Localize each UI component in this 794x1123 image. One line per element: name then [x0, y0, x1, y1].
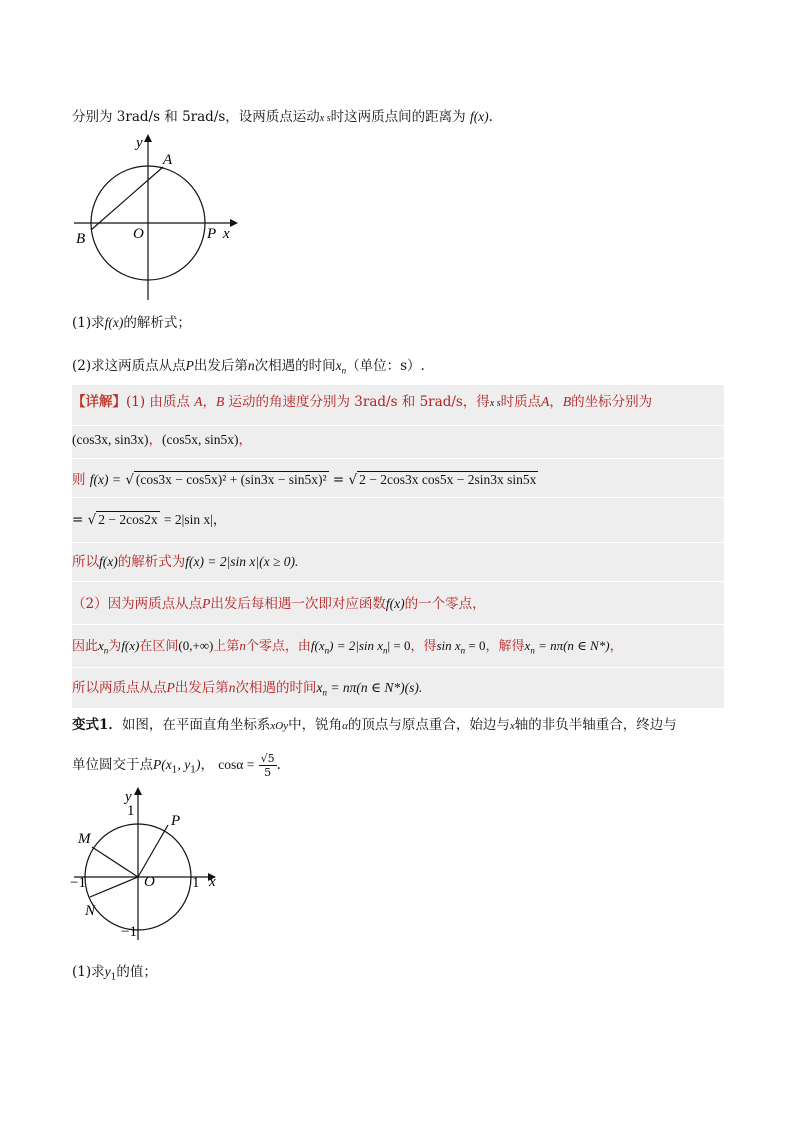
- sol-l7-eq1-sub: n: [324, 645, 330, 656]
- variant-l2-p2: , y: [177, 757, 191, 772]
- sol-l2-end: ，: [238, 432, 252, 448]
- sol-l8-b: 出发后第: [174, 680, 229, 696]
- sol-l4-eq: =: [72, 512, 84, 528]
- label-x: x: [223, 226, 230, 242]
- sol-l1-d: 的坐标分别为: [571, 394, 653, 410]
- x-axis-arrow-icon: [230, 219, 238, 227]
- sol-l7-sub: n: [103, 645, 109, 656]
- sol-l5-eq: f(x) = 2|sin x|(x ≥ 0).: [185, 554, 299, 569]
- q3-text: (1)求: [72, 964, 105, 980]
- sol-l8-eq-sub: n: [322, 687, 327, 698]
- sol-l7-eq3-sub: n: [530, 645, 535, 656]
- solution-line-7: [72, 636, 623, 661]
- sol-l2-sep: ，: [148, 432, 162, 448]
- q2-text: (2)求这两质点从点: [72, 358, 186, 374]
- label-p: P: [207, 226, 217, 242]
- sol-l1-comma: ，: [202, 394, 216, 410]
- sol-l7-a: 因此: [72, 639, 99, 654]
- sol-l8-eq: x: [316, 680, 323, 695]
- sol-l7-f2: ，得: [410, 639, 437, 654]
- q1-fx: f(x): [104, 315, 124, 330]
- variant-l2-p3: ): [195, 757, 201, 772]
- sol-l8-c: 次相遇的时间: [235, 680, 317, 696]
- sol-l3-expr2: 2 − 2cos3x cos5x − 2sin3x sin5x: [359, 472, 537, 487]
- q3-sub: 1: [110, 972, 117, 983]
- intro-text-b: 时这两质点间的距离为: [330, 109, 466, 125]
- ray-on: [90, 877, 138, 897]
- sol-l7-eq1b: ) = 2|sin x: [329, 638, 384, 653]
- q3-y: y: [104, 964, 111, 979]
- sol-l7-eq3: x: [524, 638, 531, 653]
- sol-l3-eq: =: [332, 472, 345, 488]
- sol-l3-prefix: 则: [72, 472, 86, 488]
- q2-n: n: [247, 358, 255, 373]
- sol-l7-h: ，: [609, 639, 623, 654]
- label-x: x: [209, 874, 216, 890]
- sol-l7-eq2-sub: n: [460, 645, 466, 656]
- fraction-numerator: √5: [260, 752, 275, 765]
- solution-line-3: 则 f(x) = √ (cos3x − cos5x)² + (sin3x − sin5x)² = √ 2 − 2cos3x cos5x − 2sin3x sin5x: [72, 472, 537, 488]
- q2-mid: 出发后第: [193, 358, 248, 374]
- figure-circle-ab: [70, 130, 250, 305]
- sol-l1-A2: A: [541, 394, 550, 409]
- sol-l5-a: 所以: [72, 554, 99, 570]
- sol-l1-c: 时质点: [500, 394, 542, 410]
- figure-unit-circle-pmn: [70, 785, 230, 945]
- variant-l1-a: 如图，在平面直角坐标系: [121, 717, 271, 733]
- variant-l2-a: 单位圆交于点: [72, 757, 153, 773]
- sol-l1-B2: B: [562, 394, 572, 409]
- sol-l7-eq3b: = nπ(n ∈ N*): [534, 638, 610, 653]
- variant-l1-alpha: α: [342, 720, 348, 732]
- sol-l3-expr1: (cos3x − cos5x)² + (sin3x − sin5x)²: [135, 472, 327, 487]
- q2-sub: n: [341, 365, 347, 376]
- q2-mid2: 次相遇的时间: [254, 358, 336, 374]
- sol-l6-a: （2）因为两质点从点: [72, 596, 203, 612]
- y-axis-arrow-icon: [134, 787, 142, 795]
- q2-p: P: [185, 358, 194, 373]
- variant-l1-d: 轴的非负半轴重合，终边与: [514, 717, 677, 733]
- sol-l8-p: P: [166, 680, 175, 695]
- solution-line-1: [72, 392, 652, 414]
- solution-line-8: [72, 678, 422, 703]
- label-p: P: [171, 813, 181, 829]
- sol-l6-p: P: [202, 596, 211, 611]
- sol-l7-b: 为: [108, 639, 122, 654]
- intro-text-a: 分别为 3rad/s 和 5rad/s，设两质点运动: [72, 109, 320, 125]
- sol-l7-d: 上第: [213, 639, 240, 654]
- variant-l1-xoy: xOy: [270, 720, 289, 732]
- q2-xn: x: [335, 358, 342, 373]
- variant-l2-cos: cosα =: [218, 757, 255, 772]
- variant-line-2: 单位圆交于点$P(x_1$, $y_1$)， cosα = $\frac{√5}{5}$ .: [72, 752, 281, 779]
- q1-tail: 的解析式；: [123, 315, 191, 331]
- solution-tag: 【详解】: [72, 394, 126, 410]
- variant-label: 变式1．: [72, 717, 122, 733]
- sol-l7-eq2b: = 0: [465, 638, 486, 653]
- label-one-right: 1: [192, 875, 200, 891]
- intro-end: .: [488, 109, 493, 125]
- sol-l7-xn: x: [98, 638, 104, 653]
- label-m: M: [78, 831, 91, 847]
- question-1: [72, 313, 191, 333]
- q1-text: (1)求: [72, 315, 105, 331]
- intro-line: [72, 107, 493, 129]
- sol-l5-f: f(x): [99, 554, 118, 569]
- sol-l7-eq1: f(x: [310, 638, 325, 653]
- sol-l3-f: f(x) =: [89, 472, 122, 487]
- ray-om: [92, 847, 138, 877]
- sol-l7-g: ，解得: [485, 639, 525, 654]
- variant-line-1: [72, 715, 677, 736]
- variant-l1-x: x: [509, 720, 515, 732]
- solution-line-5: [72, 552, 298, 572]
- q2-tail: （单位：s）.: [346, 358, 425, 374]
- sol-l1-A: A: [194, 394, 203, 409]
- solution-line-4: = √ 2 − 2cos2x = 2|sin x|，: [72, 512, 227, 528]
- question-2: [72, 356, 425, 381]
- sol-l7-n2: n: [239, 638, 246, 653]
- label-neg1-bottom: −1: [121, 924, 137, 940]
- sol-l7-int: (0,+∞): [178, 638, 214, 653]
- sol-l7-f: f(x): [121, 638, 140, 653]
- label-one-top: 1: [127, 803, 135, 819]
- sol-l5-b: 的解析式为: [117, 554, 186, 570]
- label-y: y: [125, 789, 132, 805]
- label-neg1-left: −1: [70, 875, 86, 891]
- segment-ab: [91, 167, 163, 230]
- sol-l7-e: 个零点，由: [245, 639, 311, 654]
- sol-l8-a: 所以两质点从点: [72, 680, 167, 696]
- sol-l6-c: 的一个零点，: [404, 596, 486, 612]
- intro-fx: f(x): [469, 109, 489, 124]
- sol-l1-comma2: ，: [549, 394, 563, 410]
- question-3: [72, 962, 157, 988]
- variant-l2-end: .: [276, 757, 281, 773]
- sol-l1-a: (1) 由质点: [126, 394, 190, 410]
- intro-var: x s: [319, 113, 331, 124]
- variant-l1-c: 的顶点与原点重合，始边与: [347, 717, 510, 733]
- solution-line-2: [72, 430, 252, 450]
- variant-l1-b: 中，锐角: [288, 717, 343, 733]
- sol-l6-b: 出发后每相遇一次即对应函数: [210, 596, 386, 612]
- label-a: A: [163, 152, 173, 168]
- variant-l2-p: P(x: [153, 757, 172, 772]
- variant-l2-sep: ，: [200, 757, 214, 773]
- label-o: O: [144, 874, 155, 890]
- sol-l7-eq1b-sub: n: [383, 645, 388, 656]
- sol-l1-b: 运动的角速度分别为 3rad/s 和 5rad/s，得: [228, 394, 490, 410]
- sol-l7-eq2: sin x: [436, 638, 461, 653]
- sol-l1-var: x s: [489, 398, 501, 409]
- fraction: [259, 752, 277, 779]
- q3-tail: 的值；: [116, 964, 157, 980]
- sol-l6-f: f(x): [385, 596, 405, 611]
- ray-op: [138, 825, 168, 877]
- sol-l8-eqb: = nπ(n ∈ N*)(s).: [327, 680, 423, 695]
- sol-l8-n: n: [228, 680, 236, 695]
- sol-l2-b: (cos5x, sin5x): [162, 432, 239, 447]
- solution-line-6: [72, 594, 486, 614]
- sol-l2-a: (cos3x, sin3x): [72, 432, 149, 447]
- sol-l7-eq1c: | = 0: [387, 638, 411, 653]
- sol-l4-tail: = 2|sin x|，: [163, 512, 227, 527]
- sol-l7-c: 在区间: [139, 639, 179, 654]
- label-n: N: [85, 903, 96, 919]
- sol-l1-B: B: [215, 394, 225, 409]
- label-o: O: [133, 226, 144, 242]
- label-y: y: [136, 135, 143, 151]
- label-b: B: [76, 231, 86, 247]
- sol-l4-expr: 2 − 2cos2x: [98, 512, 158, 527]
- fraction-denominator: 5: [264, 766, 272, 779]
- y-axis-arrow-icon: [144, 134, 152, 142]
